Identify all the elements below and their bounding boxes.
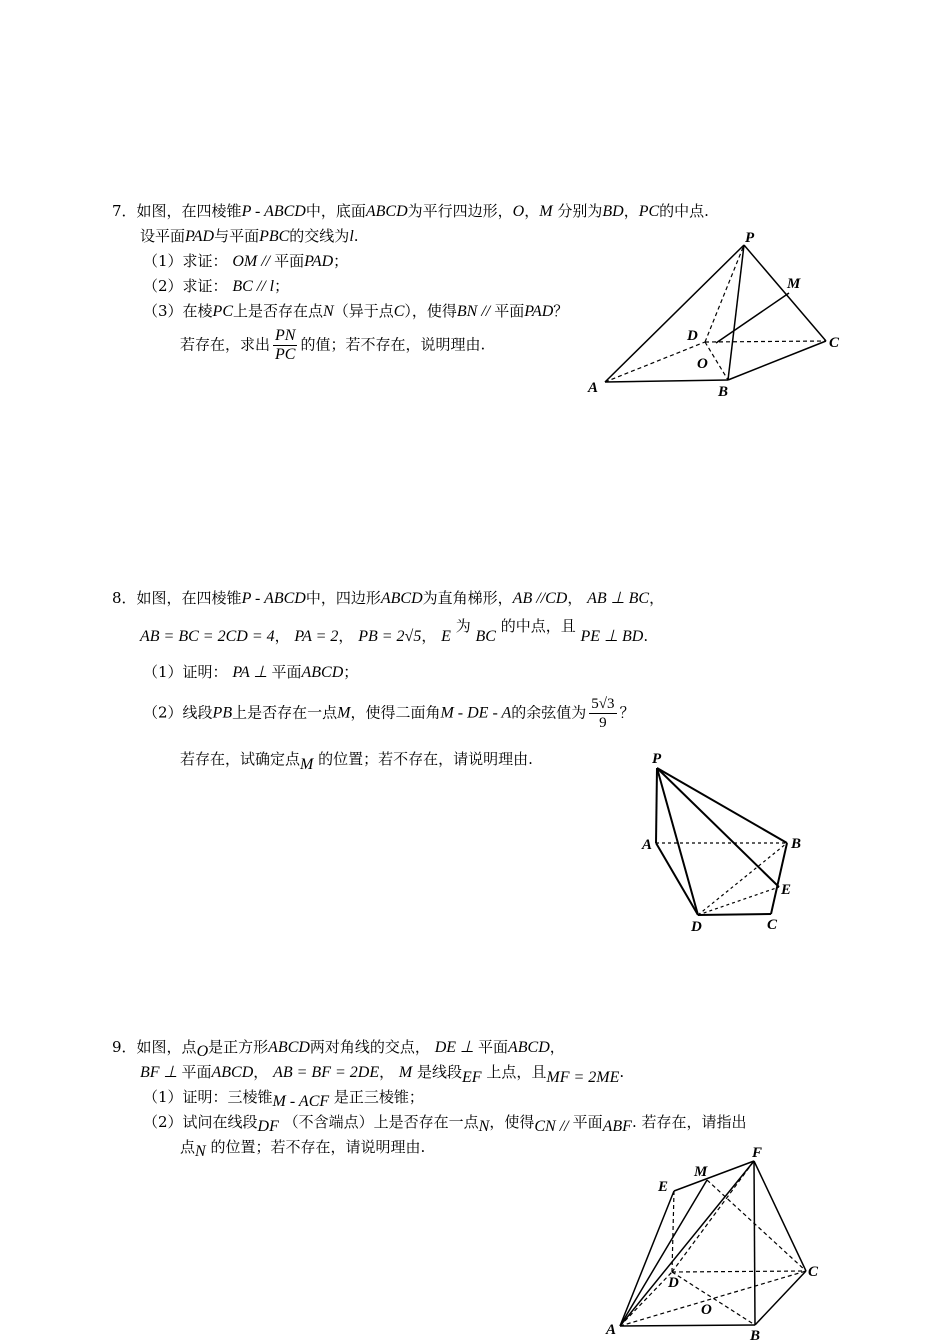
text: ？ — [553, 302, 569, 320]
label-D: D — [691, 919, 702, 935]
text: （异于点 — [333, 302, 394, 320]
text: 为平行四边形， — [407, 202, 513, 220]
text: 的值；若不存在，说明理由. — [300, 335, 486, 354]
text: 如图，在四棱锥 — [136, 202, 242, 220]
math: MF = 2ME — [546, 1069, 620, 1086]
label-O: O — [697, 356, 708, 372]
problem-number: 9． — [112, 1038, 137, 1056]
text: ？ — [619, 703, 635, 722]
text: 平面 — [271, 663, 302, 681]
text: 上是否存在点 — [233, 302, 324, 320]
math: N — [323, 303, 334, 320]
text: 平面 — [181, 1063, 212, 1081]
math: N — [195, 1143, 206, 1160]
math: PAD — [524, 303, 554, 320]
text: 是正方形 — [208, 1038, 269, 1056]
math: C — [393, 303, 405, 320]
text: 的中点. — [659, 202, 709, 220]
text: ），使得 — [404, 302, 457, 320]
math: PB = 2√5 — [358, 628, 422, 645]
text: ， — [649, 589, 665, 607]
text: 与平面 — [214, 227, 260, 245]
label-A: A — [588, 380, 599, 396]
text: 如图，点 — [136, 1038, 197, 1056]
text: 为直角梯形， — [422, 589, 513, 607]
math: ABCD — [380, 590, 423, 607]
question-label: （1）求证： — [143, 252, 228, 270]
label-P: P — [652, 751, 662, 767]
math: ABCD — [508, 1039, 550, 1056]
math: ABCD — [301, 664, 344, 681]
label-C: C — [808, 1264, 819, 1280]
question-label: （3）在棱 — [143, 302, 213, 320]
fraction-denominator: PC — [275, 346, 296, 363]
text: 中，四边形 — [305, 589, 381, 607]
math: M - ACF — [272, 1093, 330, 1110]
text: ， — [379, 1063, 395, 1081]
question-label: （2）试问在线段 — [143, 1113, 258, 1131]
text: . — [619, 1063, 625, 1081]
text: . 若存在，请指出 — [631, 1113, 747, 1131]
hidden-edge-DB — [672, 1272, 755, 1325]
text: ， — [623, 202, 639, 220]
text: 的余弦值为 — [511, 703, 587, 722]
text: ， — [524, 202, 540, 220]
text: 的位置；若不存在，请说明理由. — [318, 750, 533, 768]
label-C: C — [829, 335, 840, 351]
math: BC — [475, 628, 496, 645]
question-label: （1）证明：三棱锥 — [143, 1088, 273, 1106]
label-B: B — [718, 384, 729, 400]
text: ， — [338, 627, 354, 645]
math: PB — [212, 704, 233, 722]
edge-AE — [620, 1191, 674, 1326]
math: BF ⊥ — [140, 1064, 182, 1081]
math: BD — [602, 203, 624, 220]
math: ABF — [602, 1118, 632, 1135]
text: 平面 — [274, 252, 305, 270]
math: BN // — [456, 303, 495, 320]
math: PA = 2 — [294, 628, 339, 645]
text: ； — [343, 663, 359, 681]
math: M — [300, 756, 314, 773]
math: P - ABCD — [241, 590, 306, 607]
question-label: （2）求证： — [143, 277, 228, 295]
text: . — [643, 627, 649, 645]
fraction-numerator: 5√3 — [591, 696, 615, 712]
fraction-numerator: PN — [275, 327, 296, 344]
text: 的位置；若不存在，请说明理由. — [210, 1138, 426, 1156]
math: E — [441, 628, 451, 645]
math: O — [196, 1043, 209, 1060]
text: ； — [333, 252, 349, 270]
label-B: B — [750, 1328, 761, 1344]
text: 若存在，试确定点 — [180, 750, 301, 768]
question-label: （2）线段 — [143, 703, 213, 722]
math: PAD — [185, 228, 215, 245]
math: ABCD — [211, 1064, 254, 1081]
text: 是正三棱锥； — [333, 1088, 424, 1106]
math: M — [539, 203, 553, 220]
text: 点 — [180, 1138, 196, 1156]
text: ，使得 — [489, 1113, 535, 1131]
edge-BC — [755, 1271, 806, 1325]
math: CN // — [534, 1118, 573, 1135]
text: ， — [421, 627, 437, 645]
text: ， — [253, 1063, 269, 1081]
label-D: D — [668, 1275, 679, 1291]
text: 如图，在四棱锥 — [136, 589, 242, 607]
math: AB = BC = 2CD = 4 — [140, 628, 275, 645]
text: 平面 — [494, 302, 525, 320]
math: AB = BF = 2DE — [273, 1064, 380, 1081]
math: PAD — [304, 253, 334, 270]
math: BC // l — [232, 278, 275, 295]
text: 平面 — [477, 1038, 508, 1056]
math: ABCD — [365, 203, 408, 220]
text: . — [353, 227, 359, 245]
math: PC — [212, 303, 233, 320]
text: 设平面 — [140, 227, 186, 245]
text: 的交线为 — [289, 227, 350, 245]
hidden-edge-MC — [707, 1180, 806, 1271]
text: 分别为 — [557, 202, 603, 220]
text: 上点，且 — [486, 1063, 547, 1081]
math: PC — [638, 203, 660, 220]
question-label: （1）证明： — [143, 663, 228, 681]
label-E: E — [658, 1179, 669, 1195]
text: 为 — [455, 617, 471, 635]
math: OM // — [232, 253, 275, 270]
math: M - DE - A — [440, 704, 512, 722]
text: 两对角线的交点， — [309, 1038, 430, 1056]
text: ，使得二面角 — [350, 703, 441, 722]
math: PE ⊥ BD — [580, 628, 644, 645]
math: DE ⊥ — [434, 1039, 478, 1056]
text: 上是否存在一点 — [232, 703, 338, 722]
text: 中，底面 — [305, 202, 366, 220]
math: M — [337, 704, 351, 722]
math: N — [478, 1118, 490, 1135]
hidden-edge-DC — [672, 1271, 806, 1272]
text: ， — [274, 627, 290, 645]
text: 平面 — [572, 1113, 603, 1131]
edge-AB — [620, 1325, 755, 1326]
label-D: D — [687, 328, 698, 344]
label-E: E — [781, 882, 792, 898]
math: EF — [462, 1069, 482, 1086]
label-P: P — [745, 230, 755, 246]
math: O — [512, 203, 525, 220]
text: （不含端点）上是否存在一点 — [283, 1113, 479, 1131]
text: ， — [549, 1038, 565, 1056]
math: AB ⊥ BC — [587, 590, 650, 607]
hidden-edge-DF — [672, 1161, 754, 1272]
math: PA ⊥ — [232, 664, 272, 681]
label-B: B — [791, 836, 802, 852]
math: AB //CD — [512, 590, 568, 607]
math: PBC — [259, 228, 290, 245]
problem-number: 7． — [112, 202, 137, 220]
math: ABCD — [268, 1039, 310, 1056]
label-M: M — [694, 1164, 708, 1180]
math: M — [398, 1064, 413, 1081]
problem-number: 8． — [112, 589, 137, 607]
text: 的中点，且 — [500, 617, 576, 635]
text: ， — [567, 589, 583, 607]
label-A: A — [642, 837, 653, 853]
math: P - ABCD — [241, 203, 306, 220]
math: DF — [257, 1118, 279, 1135]
edge-FC — [754, 1161, 806, 1271]
label-F: F — [752, 1145, 763, 1161]
edge-BF — [754, 1161, 755, 1325]
text: 是线段 — [417, 1063, 463, 1081]
label-M: M — [787, 276, 801, 292]
label-C: C — [767, 917, 778, 933]
fraction-denominator: 9 — [599, 715, 607, 731]
math: l — [349, 228, 354, 245]
text: 若存在，求出 — [180, 335, 271, 354]
label-A: A — [606, 1322, 617, 1338]
hidden-edge-AD — [620, 1272, 672, 1326]
label-O: O — [701, 1302, 712, 1318]
text: ； — [274, 277, 290, 295]
